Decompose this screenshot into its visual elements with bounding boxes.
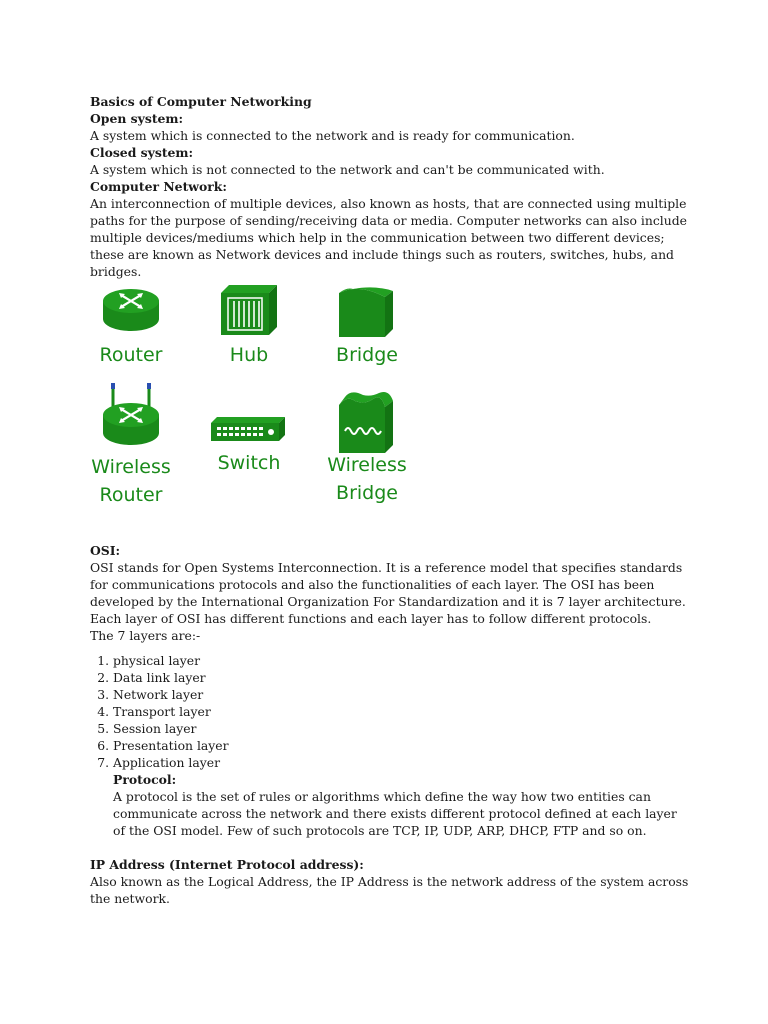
- osi-heading: OSI:: [90, 543, 121, 558]
- network-text: An interconnection of multiple devices, also known as hosts, that are connected using multiple paths for the purpose of sending/receiving data or media. Computer networks can also include multiple devices/mediums which help in the communication between two different devices; these are known as Network devices and include things such as routers, switches, hubs, and bridges.: [90, 196, 688, 279]
- protocol-heading: Protocol:: [113, 772, 177, 787]
- device-label: Hub: [229, 344, 269, 366]
- router-icon: [99, 283, 163, 337]
- open-system-text: A system which is connected to the network and is ready for communication.: [90, 128, 575, 143]
- closed-system-heading: Closed system:: [90, 145, 194, 160]
- wireless-bridge-icon: [335, 391, 399, 453]
- device-router: [86, 283, 176, 369]
- osi-text: OSI stands for Open Systems Interconnection. It is a reference model that specifies standards for communications protocols and also the functionalities of each layer. The OSI has been developed by the International Organization For Standardization and it is 7 layer architecture. Each layer of OSI has different functions and each layer has to follow different protocols.: [90, 560, 686, 626]
- list-item: 6. Presentation layer: [113, 737, 690, 754]
- layers-intro: The 7 layers are:-: [90, 628, 201, 643]
- device-label: Switch: [217, 452, 281, 474]
- open-system-heading: Open system:: [90, 111, 184, 126]
- list-item: 3. Network layer: [113, 686, 690, 703]
- device-wireless-bridge: [322, 391, 412, 507]
- bridge-icon: [335, 283, 399, 337]
- list-item: 5. Session layer: [113, 720, 690, 737]
- protocol-text: A protocol is the set of rules or algorithms which define the way how two entities can communicate across the network and there exists different protocol defined at each layer of the OSI model. Few of such protocols are TCP, IP, UDP, ARP, DHCP, FTP and so on.: [113, 789, 677, 838]
- list-item: 4. Transport layer: [113, 703, 690, 720]
- device-label: Bridge: [336, 344, 398, 366]
- closed-system-text: A system which is not connected to the network and can't be communicated with.: [90, 162, 605, 177]
- ip-text: Also known as the Logical Address, the IP Address is the network address of the system across the network.: [90, 874, 689, 906]
- device-switch: [204, 413, 294, 477]
- protocol-section: [90, 771, 690, 839]
- device-label: Router: [99, 344, 163, 366]
- device-label: Bridge: [336, 482, 398, 504]
- hub-icon: [217, 283, 281, 337]
- device-hub: [204, 283, 294, 369]
- list-item: 7. Application layer: [113, 754, 690, 771]
- ip-heading: IP Address (Internet Protocol address):: [90, 857, 364, 872]
- switch-icon: [209, 413, 289, 443]
- device-bridge: [322, 283, 412, 369]
- list-item: 1. physical layer: [113, 652, 690, 669]
- device-label: Router: [99, 484, 163, 506]
- wireless-router-icon: [99, 381, 163, 451]
- device-wireless-router: [86, 381, 176, 509]
- list-item: 2. Data link layer: [113, 669, 690, 686]
- doc-title: Basics of Computer Networking: [90, 94, 312, 109]
- network-devices-figure: [86, 283, 426, 518]
- device-label: Wireless: [327, 454, 407, 476]
- layers-list: [90, 652, 690, 771]
- network-heading: Computer Network:: [90, 179, 227, 194]
- device-label: Wireless: [91, 456, 171, 478]
